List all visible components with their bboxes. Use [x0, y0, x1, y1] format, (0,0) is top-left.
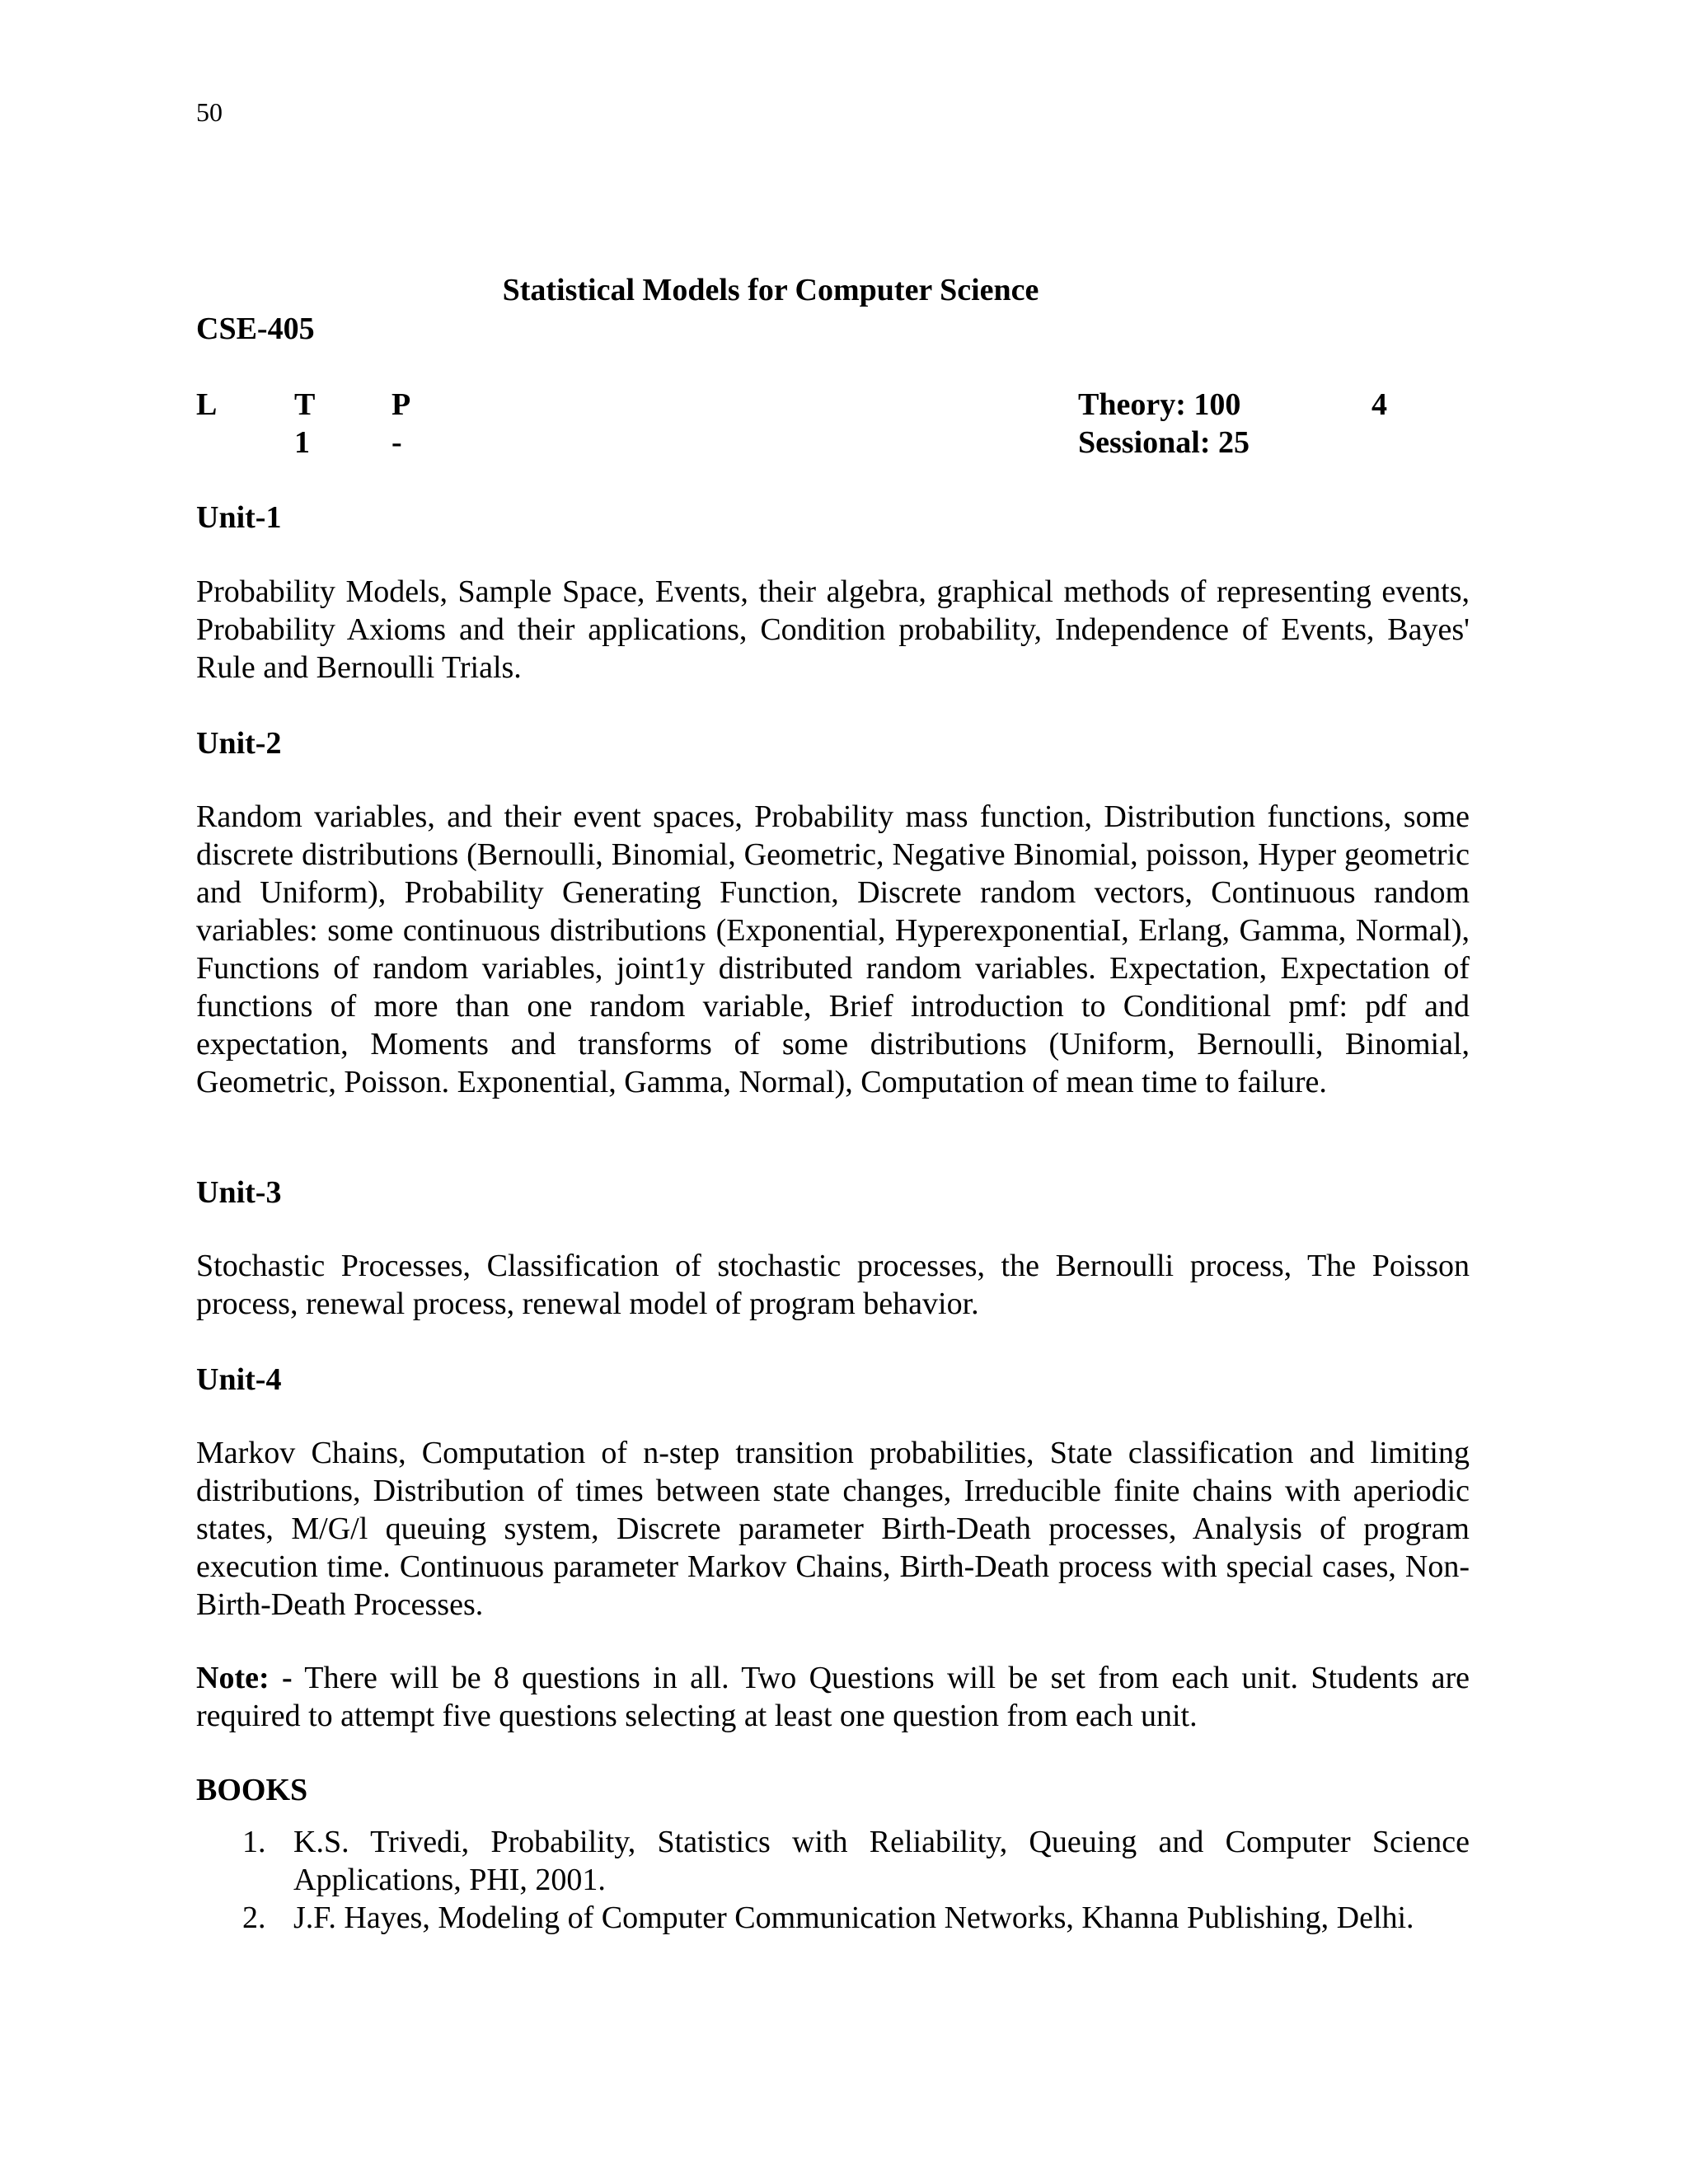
- book-text: J.F. Hayes, Modeling of Computer Communication Networks, Khanna Publishing, Delhi.: [293, 1900, 1414, 1935]
- unit-3-heading: Unit-3: [196, 1175, 282, 1210]
- book-item: [196, 1899, 1470, 1937]
- course-code: CSE-405: [196, 312, 315, 346]
- ltp-p-value: -: [392, 425, 402, 460]
- note-label: Note: -: [196, 1661, 293, 1695]
- unit-1-heading: Unit-1: [196, 500, 282, 535]
- unit-4-text: Markov Chains, Computation of n-step transition probabilities, State classification and limiting distributions, Distribution of times between state changes, Irreducible finite chains with aperiodic states, M/G/l queuing system, Discrete parameter Birth-Death processes, Analysis of program execution time. Continuous parameter Markov Chains, Birth-Death process with special cases, Non-Birth-Death Processes.: [196, 1436, 1470, 1622]
- unit-2-heading: Unit-2: [196, 726, 282, 761]
- course-title: Statistical Models for Computer Science: [502, 273, 1039, 307]
- book-number: 1.: [242, 1825, 266, 1859]
- sessional-marks: Sessional: 25: [1078, 425, 1250, 460]
- unit-3-text: Stochastic Processes, Classification of stochastic processes, the Bernoulli process, The Poisson process, renewal process, renewal model of program behavior.: [196, 1249, 1470, 1321]
- book-text: K.S. Trivedi, Probability, Statistics with Reliability, Queuing and Computer Science Applications, PHI, 2001.: [293, 1825, 1470, 1897]
- book-item: [196, 1823, 1470, 1899]
- ltp-t-label: T: [294, 387, 316, 422]
- note-text: There will be 8 questions in all. Two Questions will be set from each unit. Students are required to attempt five questions selecting at least one question from each unit.: [196, 1661, 1470, 1733]
- books-heading: BOOKS: [196, 1773, 308, 1807]
- credits: 4: [1372, 387, 1387, 422]
- unit-2-text: Random variables, and their event spaces, Probability mass function, Distribution functions, some discrete distributions (Bernoulli, Binomial, Geometric, Negative Binomial, poisson, Hyper geometric and Uniform), Probability Generating Function, Discrete random vectors, Continuous random variables: some continuous distributions (Exponential, HyperexponentiaI, Erlang, Gamma, Normal), Functions of random variables, joint1y distributed random variables. Expectation, Expectation of functions of more than one random variable, Brief introduction to Conditional pmf: pdf and expectation, Moments and transforms of some distributions (Uniform, Bernoulli, Binomial, Geometric, Poisson. Exponential, Gamma, Normal), Computation of mean time to failure.: [196, 799, 1470, 1099]
- ltp-l-label: L: [196, 387, 218, 422]
- ltp-p-label: P: [392, 387, 411, 422]
- note-paragraph: [196, 1659, 1470, 1735]
- theory-marks: Theory: 100: [1078, 387, 1241, 422]
- books-list: [196, 1823, 1470, 1937]
- page-number: 50: [196, 97, 223, 127]
- book-number: 2.: [242, 1900, 266, 1935]
- unit-4-heading: Unit-4: [196, 1362, 282, 1397]
- unit-1-text: Probability Models, Sample Space, Events, their algebra, graphical methods of representing events, Probability Axioms and their applications, Condition probability, Independence of Events, Bayes' Rule and Bernoulli Trials.: [196, 574, 1470, 685]
- ltp-t-value: 1: [294, 425, 310, 460]
